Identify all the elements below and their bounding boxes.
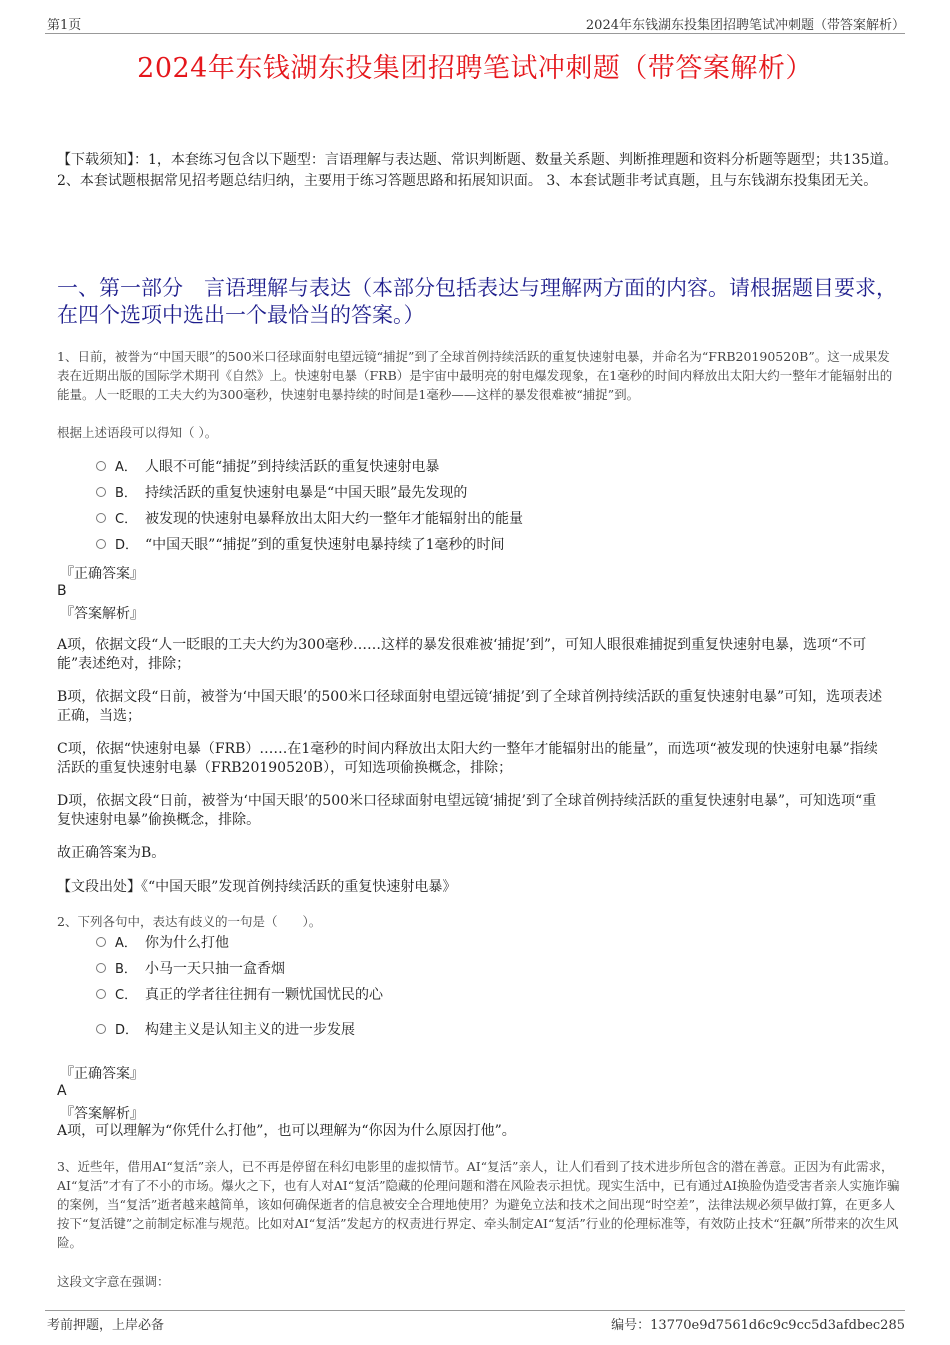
q1-source: 【文段出处】《“中国天眼”发现首例持续活跃的重复快速射电暴》 [57,879,457,895]
question-2-stem: 2、下列各句中，表达有歧义的一句是（ ）。 [57,914,322,929]
q1-analysis-label: 『答案解析』 [60,606,144,622]
download-notice: 【下载须知】：1，本套练习包含以下题型：言语理解与表达题、常识判断题、数量关系题、判断推理题和资料分析题等题型；共135道。 2、本套试题根据常见招考题总结归纳，主要用于练习答题思路和拓展知识面。 3、本套试题非考试真题，且与东钱湖东投集团无关。 [57,152,898,189]
section-heading: 一、第一部分 言语理解与表达（本部分包括表达与理解两方面的内容。请根据题目要求，在四个选项中选出一个最恰当的答案。） [57,276,897,327]
radio-icon[interactable] [96,1024,106,1034]
q2-analysis: A项，可以理解为“你凭什么打他”，也可以理解为“你因为什么原因打他”。 [57,1123,516,1139]
q2-answer: A [57,1083,67,1099]
q1-analysis-b: B项，依据文段“日前，被誉为‘中国天眼’的500米口径球面射电望远镜‘捕捉’到了全球首例持续活跃的重复快速射电暴”可知，选项表述正确，当选； [57,689,883,724]
q1-option-b[interactable]: B． 持续活跃的重复快速射电暴是“中国天眼”最先发现的 [96,484,467,502]
question-3-text: 3、近些年，借用AI“复活”亲人，已不再是停留在科幻电影里的虚拟情节。AI“复活”亲人，让人们看到了技术进步所包含的潜在善意。正因为有此需求，AI“复活”才有了不小的市场。爆火之下，也有人对AI“复活”隐藏的伦理问题和潜在风险表示担忧。现实生活中，已有通过AI换脸伪造受害者亲人实施诈骗的案例，当“复活”逝者越来越简单，该如何确保逝者的信息被安全合理地使用？为避免立法和技术之间出现“时空差”，法律法规必须早做打算，在更多人按下“复活键”之前制定标准与规范。比如对AI“复活”发起方的权责进行界定、牵头制定AI“复活”行业的伦理标准等，有效防止技术“狂飙”所带来的次生风险。 [57,1159,900,1250]
q1-analysis-a: A项，依据文段“人一眨眼的工夫大约为300毫秒……这样的暴发很难被‘捕捉’到”，可知人眼很难捕捉到重复快速射电暴，选项“不可能”表述绝对，排除； [57,637,867,672]
question-3-stem: 这段文字意在强调： [57,1274,170,1289]
radio-icon[interactable] [96,937,106,947]
q1-answer: B [57,583,67,599]
footer-slogan: 考前押题，上岸必备 [47,1318,165,1333]
q2-option-b[interactable]: B． 小马一天只抽一盒香烟 [96,960,285,978]
header-doc-title: 2024年东钱湖东投集团招聘笔试冲刺题（带答案解析） [585,18,905,33]
header-divider [45,33,905,34]
q1-option-a[interactable]: A． 人眼不可能“捕捉”到持续活跃的重复快速射电暴 [96,458,439,476]
radio-icon[interactable] [96,539,106,549]
page-number: 第1页 [47,18,82,33]
question-1-text: 1、日前，被誉为“中国天眼”的500米口径球面射电望远镜“捕捉”到了全球首例持续活跃的重复快速射电暴，并命名为“FRB20190520B”。这一成果发表在近期出版的国际学术期刊《自然》上。快速射电暴（FRB）是宇宙中最明亮的射电爆发现象，在1毫秒的时间内释放出太阳大约一整年才能辐射出的能量。人一眨眼的工夫大约为300毫秒，快速射电暴持续的时间是1毫秒——这样的暴发很难被“捕捉”到。 [57,349,893,402]
q2-analysis-label: 『答案解析』 [60,1106,144,1122]
radio-icon[interactable] [96,989,106,999]
radio-icon[interactable] [96,963,106,973]
radio-icon[interactable] [96,513,106,523]
q2-correct-label: 『正确答案』 [60,1066,144,1082]
question-1-stem: 根据上述语段可以得知（ ）。 [57,425,218,440]
q1-analysis-c: C项，依据“快速射电暴（FRB）……在1毫秒的时间内释放出太阳大约一整年才能辐射出的能量”，而选项“被发现的快速射电暴”指续活跃的重复快速射电暴（FRB20190520B），可知选项偷换概念，排除； [57,741,878,776]
q1-correct-label: 『正确答案』 [60,566,144,582]
q2-option-d[interactable]: D． 构建主义是认知主义的进一步发展 [96,1021,355,1039]
q1-conclusion: 故正确答案为B。 [57,845,166,861]
q1-option-d[interactable]: D． “中国天眼”“捕捉”到的重复快速射电暴持续了1毫秒的时间 [96,536,505,554]
q1-analysis-d: D项，依据文段“日前，被誉为‘中国天眼’的500米口径球面射电望远镜‘捕捉’到了全球首例持续活跃的重复快速射电暴”，可知选项“重复快速射电暴”偷换概念，排除。 [57,793,877,828]
footer-serial: 编号：13770e9d7561d6c9c9cc5d3afdbec285 [611,1318,905,1333]
radio-icon[interactable] [96,461,106,471]
footer-divider [45,1310,905,1311]
radio-icon[interactable] [96,487,106,497]
q1-option-c[interactable]: C． 被发现的快速射电暴释放出太阳大约一整年才能辐射出的能量 [96,510,523,528]
q2-option-a[interactable]: A． 你为什么打他 [96,934,229,952]
document-title: 2024年东钱湖东投集团招聘笔试冲刺题（带答案解析） [137,53,813,84]
q2-option-c[interactable]: C． 真正的学者往往拥有一颗忧国忧民的心 [96,986,383,1004]
